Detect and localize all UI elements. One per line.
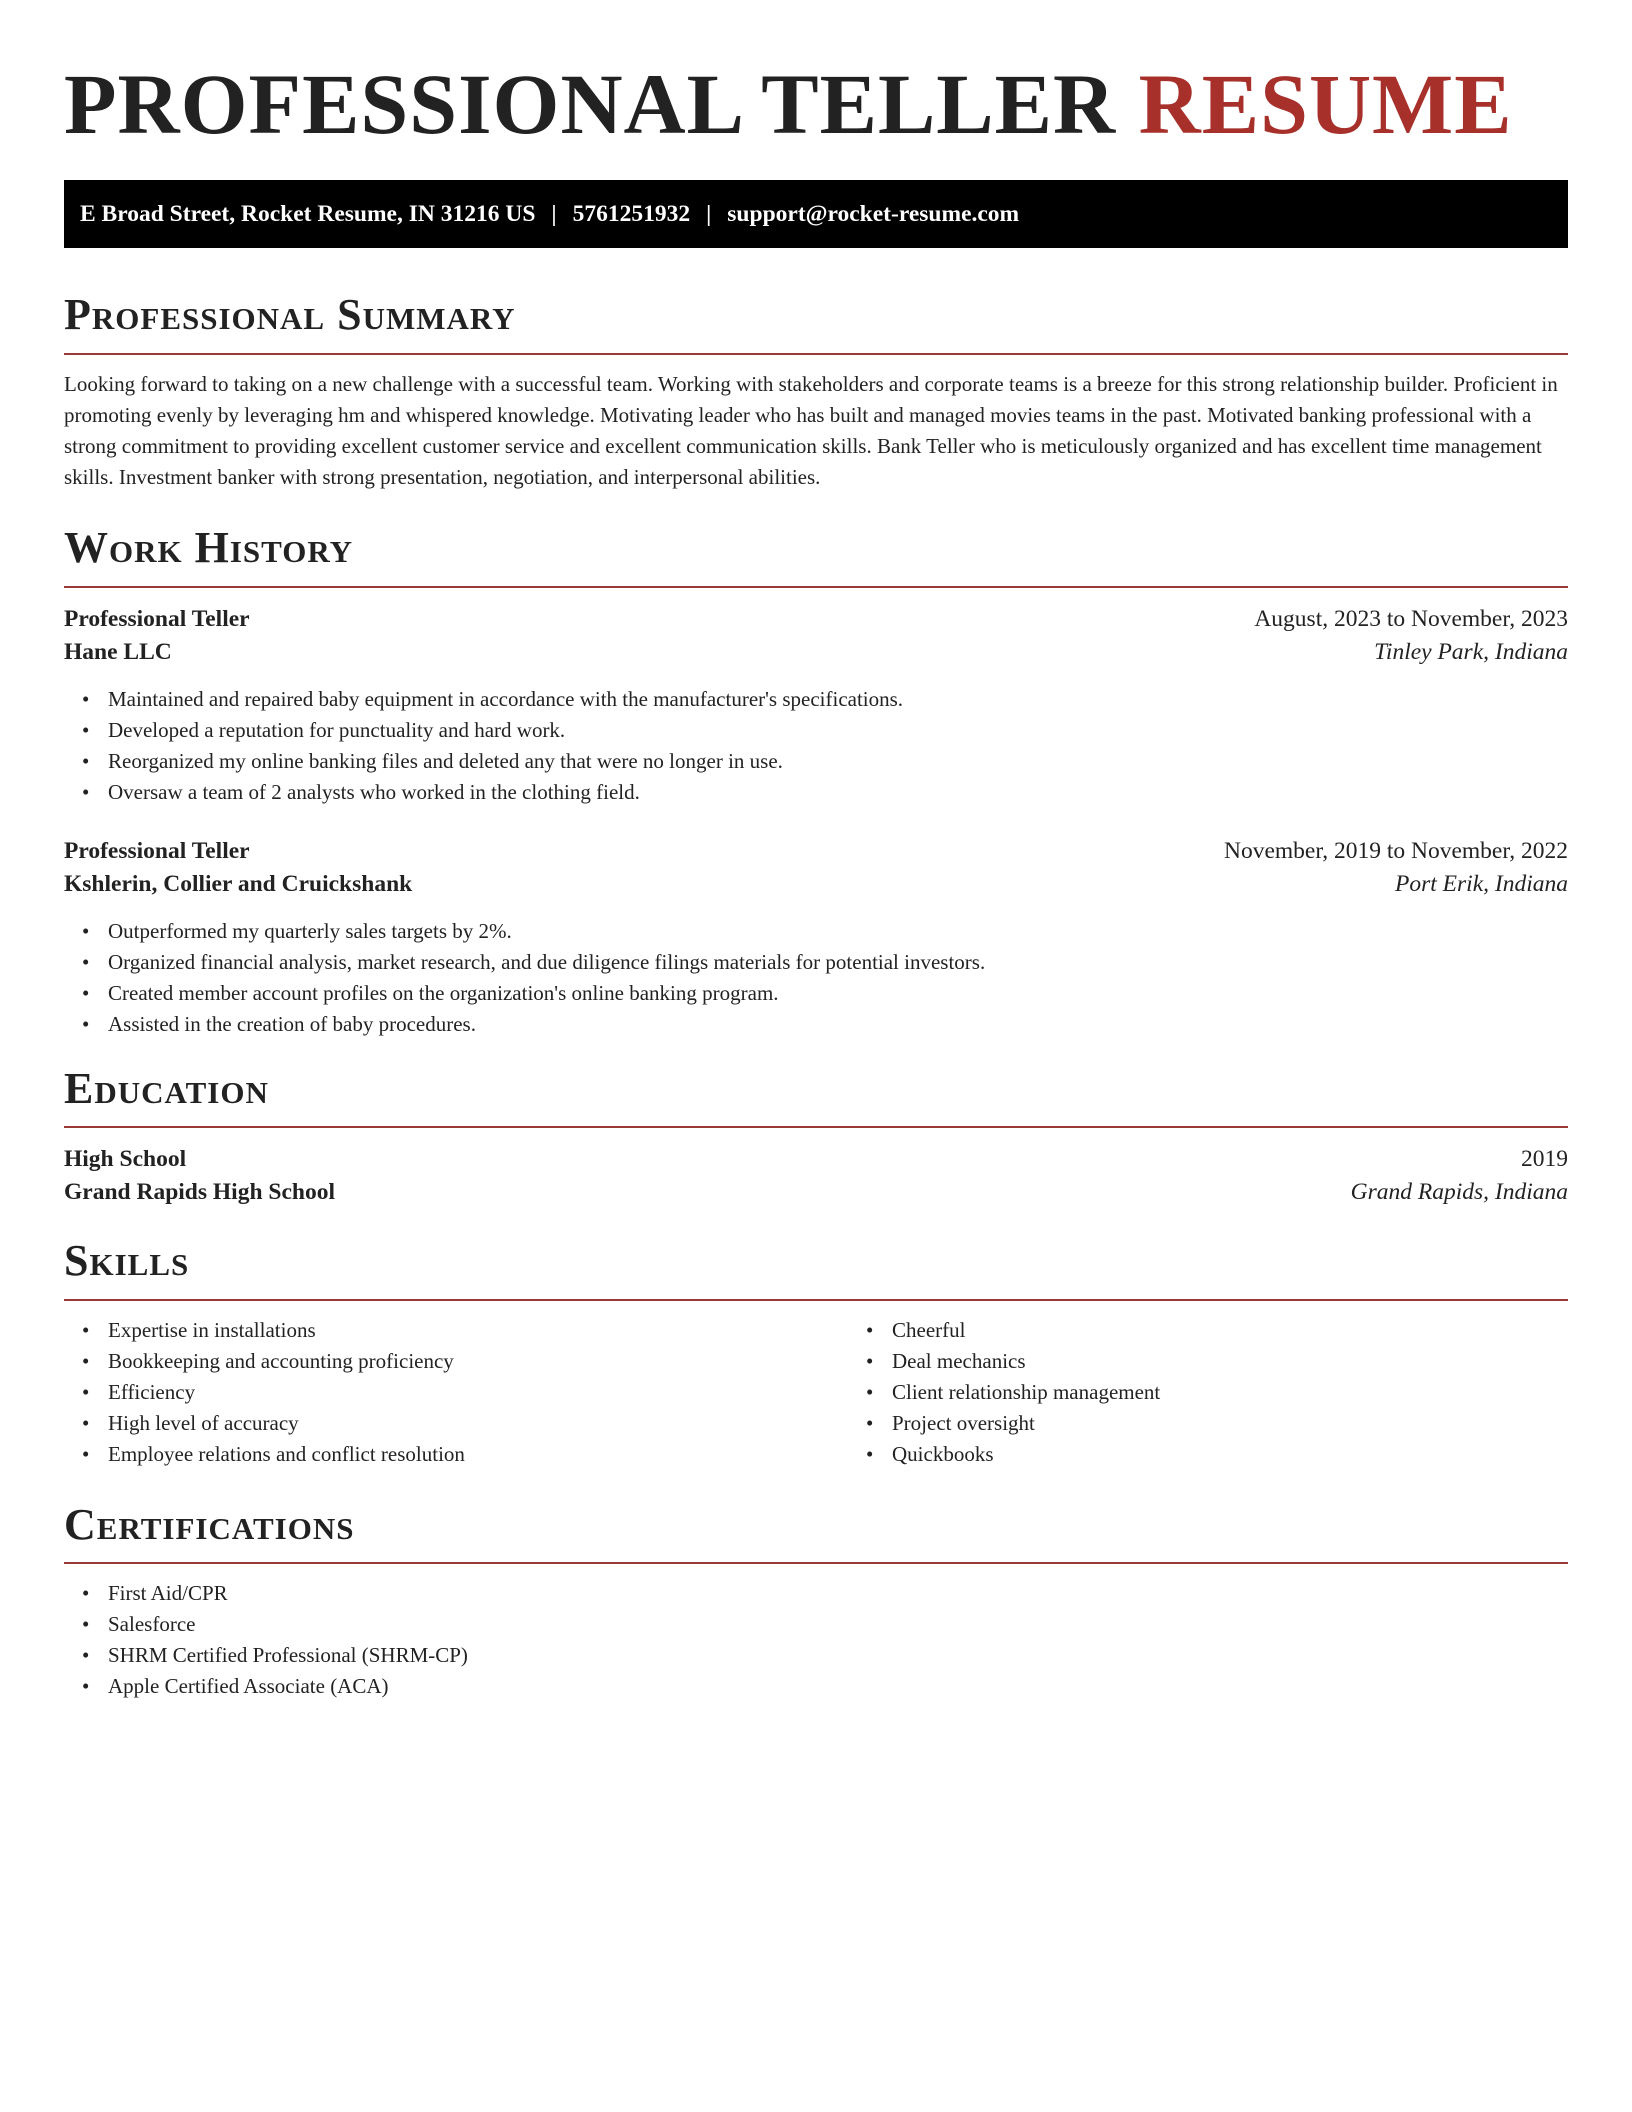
education-entry [64,1146,1568,1206]
resume-title-main: PROFESSIONAL TELLER [64,56,1117,152]
education-school-row [64,1179,1568,1206]
skill-item: • Bookkeeping and accounting proficiency [108,1346,848,1377]
job-title: Professional Teller [64,837,250,864]
skill-item: • High level of accuracy [108,1408,848,1439]
resume-title [64,56,1568,152]
summary-text: Looking forward to taking on a new challenge with a successful team. Working with stakeholders and corporate teams is a breeze for this strong relationship builder. Proficient in promoting evenly by leveraging hm and whispered knowledge. Motivating leader who has built and managed movies teams in the past. Motivated banking professional with a strong commitment to providing excellent customer service and excellent communication skills. Bank Teller who is meticulously organized and has excellent time management skills. Investment banker with strong presentation, negotiation, and interpersonal abilities. [64,371,1558,489]
skills-grid [64,1315,1568,1470]
contact-separator: | [706,200,712,227]
job-company: Hane LLC [64,638,172,665]
certification-item: • Apple Certified Associate (ACA) [108,1671,1568,1702]
job-title: Professional Teller [64,605,250,632]
job-bullet: • Maintained and repaired baby equipment in accordance with the manufacturer's specifications. [108,684,1568,715]
job-dates: August, 2023 to November, 2023 [1254,605,1568,632]
section-divider [64,1126,1568,1128]
job-bullet: • Organized financial analysis, market research, and due diligence filings materials for potential investors. [108,947,1568,978]
job-bullet: • Assisted in the creation of baby procedures. [108,1009,1568,1040]
work-history-section [64,523,1568,1040]
contact-bar [64,180,1568,248]
job-header-row [64,838,1568,865]
summary-section [64,290,1568,493]
skills-heading: Skills [64,1236,190,1286]
skill-item: • Project oversight [892,1408,1632,1439]
resume-title-accent: RESUME [1138,56,1513,152]
certifications-list [64,1578,1568,1702]
education-school: Grand Rapids High School [64,1179,335,1206]
job-bullet: • Reorganized my online banking files and deleted any that were no longer in use. [108,746,1568,777]
education-year: 2019 [1521,1146,1568,1173]
section-divider [64,1562,1568,1564]
resume-page [64,0,1568,1702]
contact-address: E Broad Street, Rocket Resume, IN 31216 US [80,200,536,227]
skill-item: • Quickbooks [892,1439,1632,1470]
skill-item: • Deal mechanics [892,1346,1632,1377]
job-entry [64,606,1568,808]
certification-item: • First Aid/CPR [108,1578,1568,1609]
certifications-section [64,1500,1568,1703]
contact-separator: | [551,200,557,227]
job-company-row [64,639,1568,666]
job-dates: November, 2019 to November, 2022 [1223,837,1568,864]
work-history-heading: Work History [64,522,354,572]
education-location: Grand Rapids, Indiana [1350,1179,1568,1206]
section-divider [64,1299,1568,1301]
job-company: Kshlerin, Collier and Cruickshank [64,870,413,897]
certification-item: • SHRM Certified Professional (SHRM-CP) [108,1640,1568,1671]
job-bullet: • Created member account profiles on the organization's online banking program. [108,978,1568,1009]
job-entry [64,838,1568,1040]
skills-list-left [64,1315,848,1470]
skill-item: • Employee relations and conflict resolution [108,1439,848,1470]
certifications-heading: Certifications [64,1499,355,1549]
certification-item: • Salesforce [108,1609,1568,1640]
education-section [64,1064,1568,1207]
contact-email[interactable]: support@rocket-resume.com [727,200,1020,227]
job-header-row [64,606,1568,633]
job-location: Port Erik, Indiana [1395,870,1568,897]
education-degree: High School [64,1146,187,1173]
job-bullet: • Oversaw a team of 2 analysts who worked in the clothing field. [108,777,1568,808]
skill-item: • Efficiency [108,1377,848,1408]
section-divider [64,353,1568,355]
education-header-row [64,1146,1568,1173]
education-heading: Education [64,1063,269,1113]
job-bullets [64,684,1568,808]
summary-heading: Professional Summary [64,290,516,340]
skill-item: • Client relationship management [892,1377,1632,1408]
skills-section [64,1236,1568,1470]
job-company-row [64,871,1568,898]
skills-list-right [848,1315,1632,1470]
section-divider [64,586,1568,588]
job-bullet: • Outperformed my quarterly sales targets by 2%. [108,916,1568,947]
job-bullet: • Developed a reputation for punctuality and hard work. [108,715,1568,746]
contact-phone: 5761251932 [572,200,691,227]
job-bullets [64,916,1568,1040]
job-location: Tinley Park, Indiana [1374,638,1568,665]
skill-item: • Expertise in installations [108,1315,848,1346]
skill-item: • Cheerful [892,1315,1632,1346]
